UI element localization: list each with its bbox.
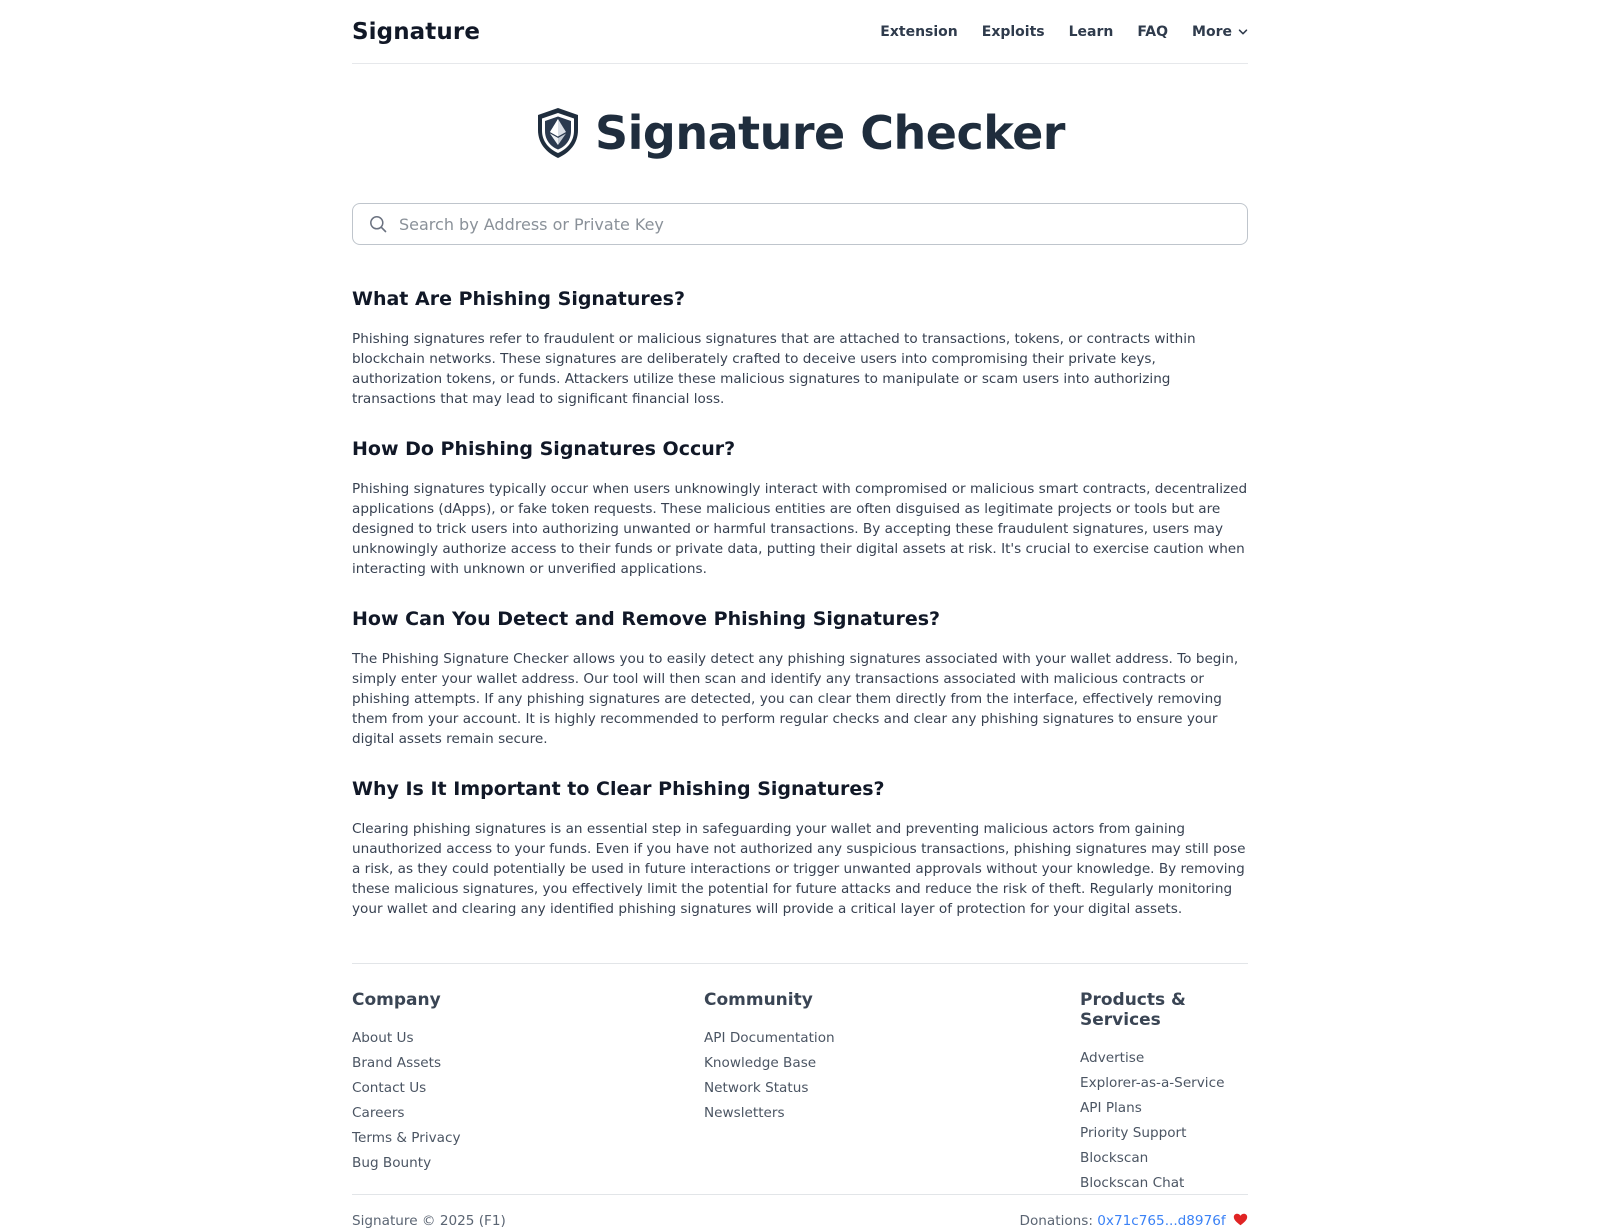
footer-link-api-documentation[interactable]: API Documentation: [704, 1030, 835, 1046]
footer-link-blockscan-chat[interactable]: Blockscan Chat: [1080, 1175, 1185, 1191]
footer-link-knowledge-base[interactable]: Knowledge Base: [704, 1055, 817, 1071]
footer-col-title: Community: [704, 990, 813, 1010]
footer-col-community: [704, 990, 1080, 1194]
donations: [1020, 1213, 1248, 1229]
footer-link-network-status[interactable]: Network Status: [704, 1080, 809, 1096]
shield-icon: [535, 106, 581, 160]
article: [352, 287, 1248, 919]
donations-label: Donations:: [1019, 1213, 1093, 1229]
section-heading: How Do Phishing Signatures Occur?: [352, 438, 736, 460]
search-icon: [369, 215, 387, 233]
nav-learn[interactable]: Learn: [1068, 23, 1114, 40]
footer-link-bug-bounty[interactable]: Bug Bounty: [352, 1155, 432, 1171]
footer-col-products: [1080, 990, 1248, 1194]
section-body: Phishing signatures typically occur when users unknowingly interact with compromised or malicious smart contracts, decentralized applications (dApps), or fake token requests. These malicious entities are often disguised as legitimate projects or tools but are designed to trick users into authorizing unwanted or harmful transactions. By accepting these fraudulent signatures, users may unknowingly authorize access to their funds or private data, putting their digital assets at risk. It's crucial to exercise caution when interacting with unknown or unverified applications.: [352, 481, 1248, 577]
search-box[interactable]: [352, 203, 1248, 245]
footer-link-explorer-as-a-service[interactable]: Explorer-as-a-Service: [1080, 1075, 1225, 1091]
donations-address-link[interactable]: 0x71c765...d8976f: [1097, 1213, 1226, 1229]
footer-link-priority-support[interactable]: Priority Support: [1080, 1125, 1187, 1141]
page-title: Signature Checker: [595, 106, 1065, 160]
footer-link-api-plans[interactable]: API Plans: [1080, 1100, 1142, 1116]
page: [352, 0, 1248, 1229]
section-body: Phishing signatures refer to fraudulent or malicious signatures that are attached to transactions, tokens, or contracts within blockchain networks. These signatures are deliberately crafted to deceive users into compromising their private keys, authorization tokens, or funds. Attackers utilize these malicious signatures to manipulate or scam users into authorizing transactions that may lead to significant financial loss.: [352, 331, 1196, 407]
footer-link-about-us[interactable]: About Us: [352, 1030, 414, 1046]
nav-more-label: More: [1192, 23, 1232, 40]
section-body: The Phishing Signature Checker allows you to easily detect any phishing signatures associated with your wallet address. To begin, simply enter your wallet address. Our tool will then scan and identify any transactions associated with malicious contracts or phishing attempts. If any phishing signatures are detected, you can clear them directly from the interface, effectively removing them from your account. It is highly recommended to perform regular checks and clear any phishing signatures to ensure your digital assets remain secure.: [352, 651, 1239, 747]
footer-link-contact-us[interactable]: Contact Us: [352, 1080, 427, 1096]
footer-col-title: Products & Services: [1080, 990, 1186, 1030]
nav-faq[interactable]: FAQ: [1137, 23, 1169, 40]
footer-columns: [352, 990, 1248, 1194]
nav-exploits[interactable]: Exploits: [981, 23, 1045, 40]
footer-link-careers[interactable]: Careers: [352, 1105, 405, 1121]
main-nav: [880, 24, 1248, 40]
footer-link-terms-privacy[interactable]: Terms & Privacy: [352, 1130, 461, 1146]
search-input[interactable]: [397, 214, 1231, 235]
section-body: Clearing phishing signatures is an essential step in safeguarding your wallet and preventing malicious actors from gaining unauthorized access to your funds. Even if you have not authorized any suspicious transactions, phishing signatures may still pose a risk, as they could potentially be used in future interactions or trigger unwanted approvals without your knowledge. By removing these malicious signatures, you effectively limit the potential for future attacks and reduce the risk of theft. Regularly monitoring your wallet and clearing any identified phishing signatures will provide a critical layer of protection for your digital assets.: [352, 821, 1246, 917]
section-heading: Why Is It Important to Clear Phishing Signatures?: [352, 778, 885, 800]
footer-link-advertise[interactable]: Advertise: [1080, 1050, 1145, 1066]
nav-more[interactable]: [1192, 24, 1248, 40]
heart-icon: [1233, 1213, 1248, 1226]
footer-col-company: [352, 990, 704, 1194]
footer-bottom: [352, 1194, 1248, 1229]
nav-extension[interactable]: Extension: [880, 23, 958, 40]
site-header: [352, 0, 1248, 64]
brand-logo[interactable]: Signature: [352, 18, 481, 45]
chevron-down-icon: [1238, 27, 1248, 37]
footer-link-brand-assets[interactable]: Brand Assets: [352, 1055, 442, 1071]
hero: [352, 106, 1248, 160]
footer-link-newsletters[interactable]: Newsletters: [704, 1105, 785, 1121]
site-footer: [352, 963, 1248, 1229]
copyright: Signature © 2025 (F1): [352, 1213, 506, 1229]
footer-link-blockscan[interactable]: Blockscan: [1080, 1150, 1149, 1166]
footer-col-title: Company: [352, 990, 441, 1010]
section-heading: How Can You Detect and Remove Phishing Signatures?: [352, 608, 941, 630]
section-heading: What Are Phishing Signatures?: [352, 288, 685, 310]
